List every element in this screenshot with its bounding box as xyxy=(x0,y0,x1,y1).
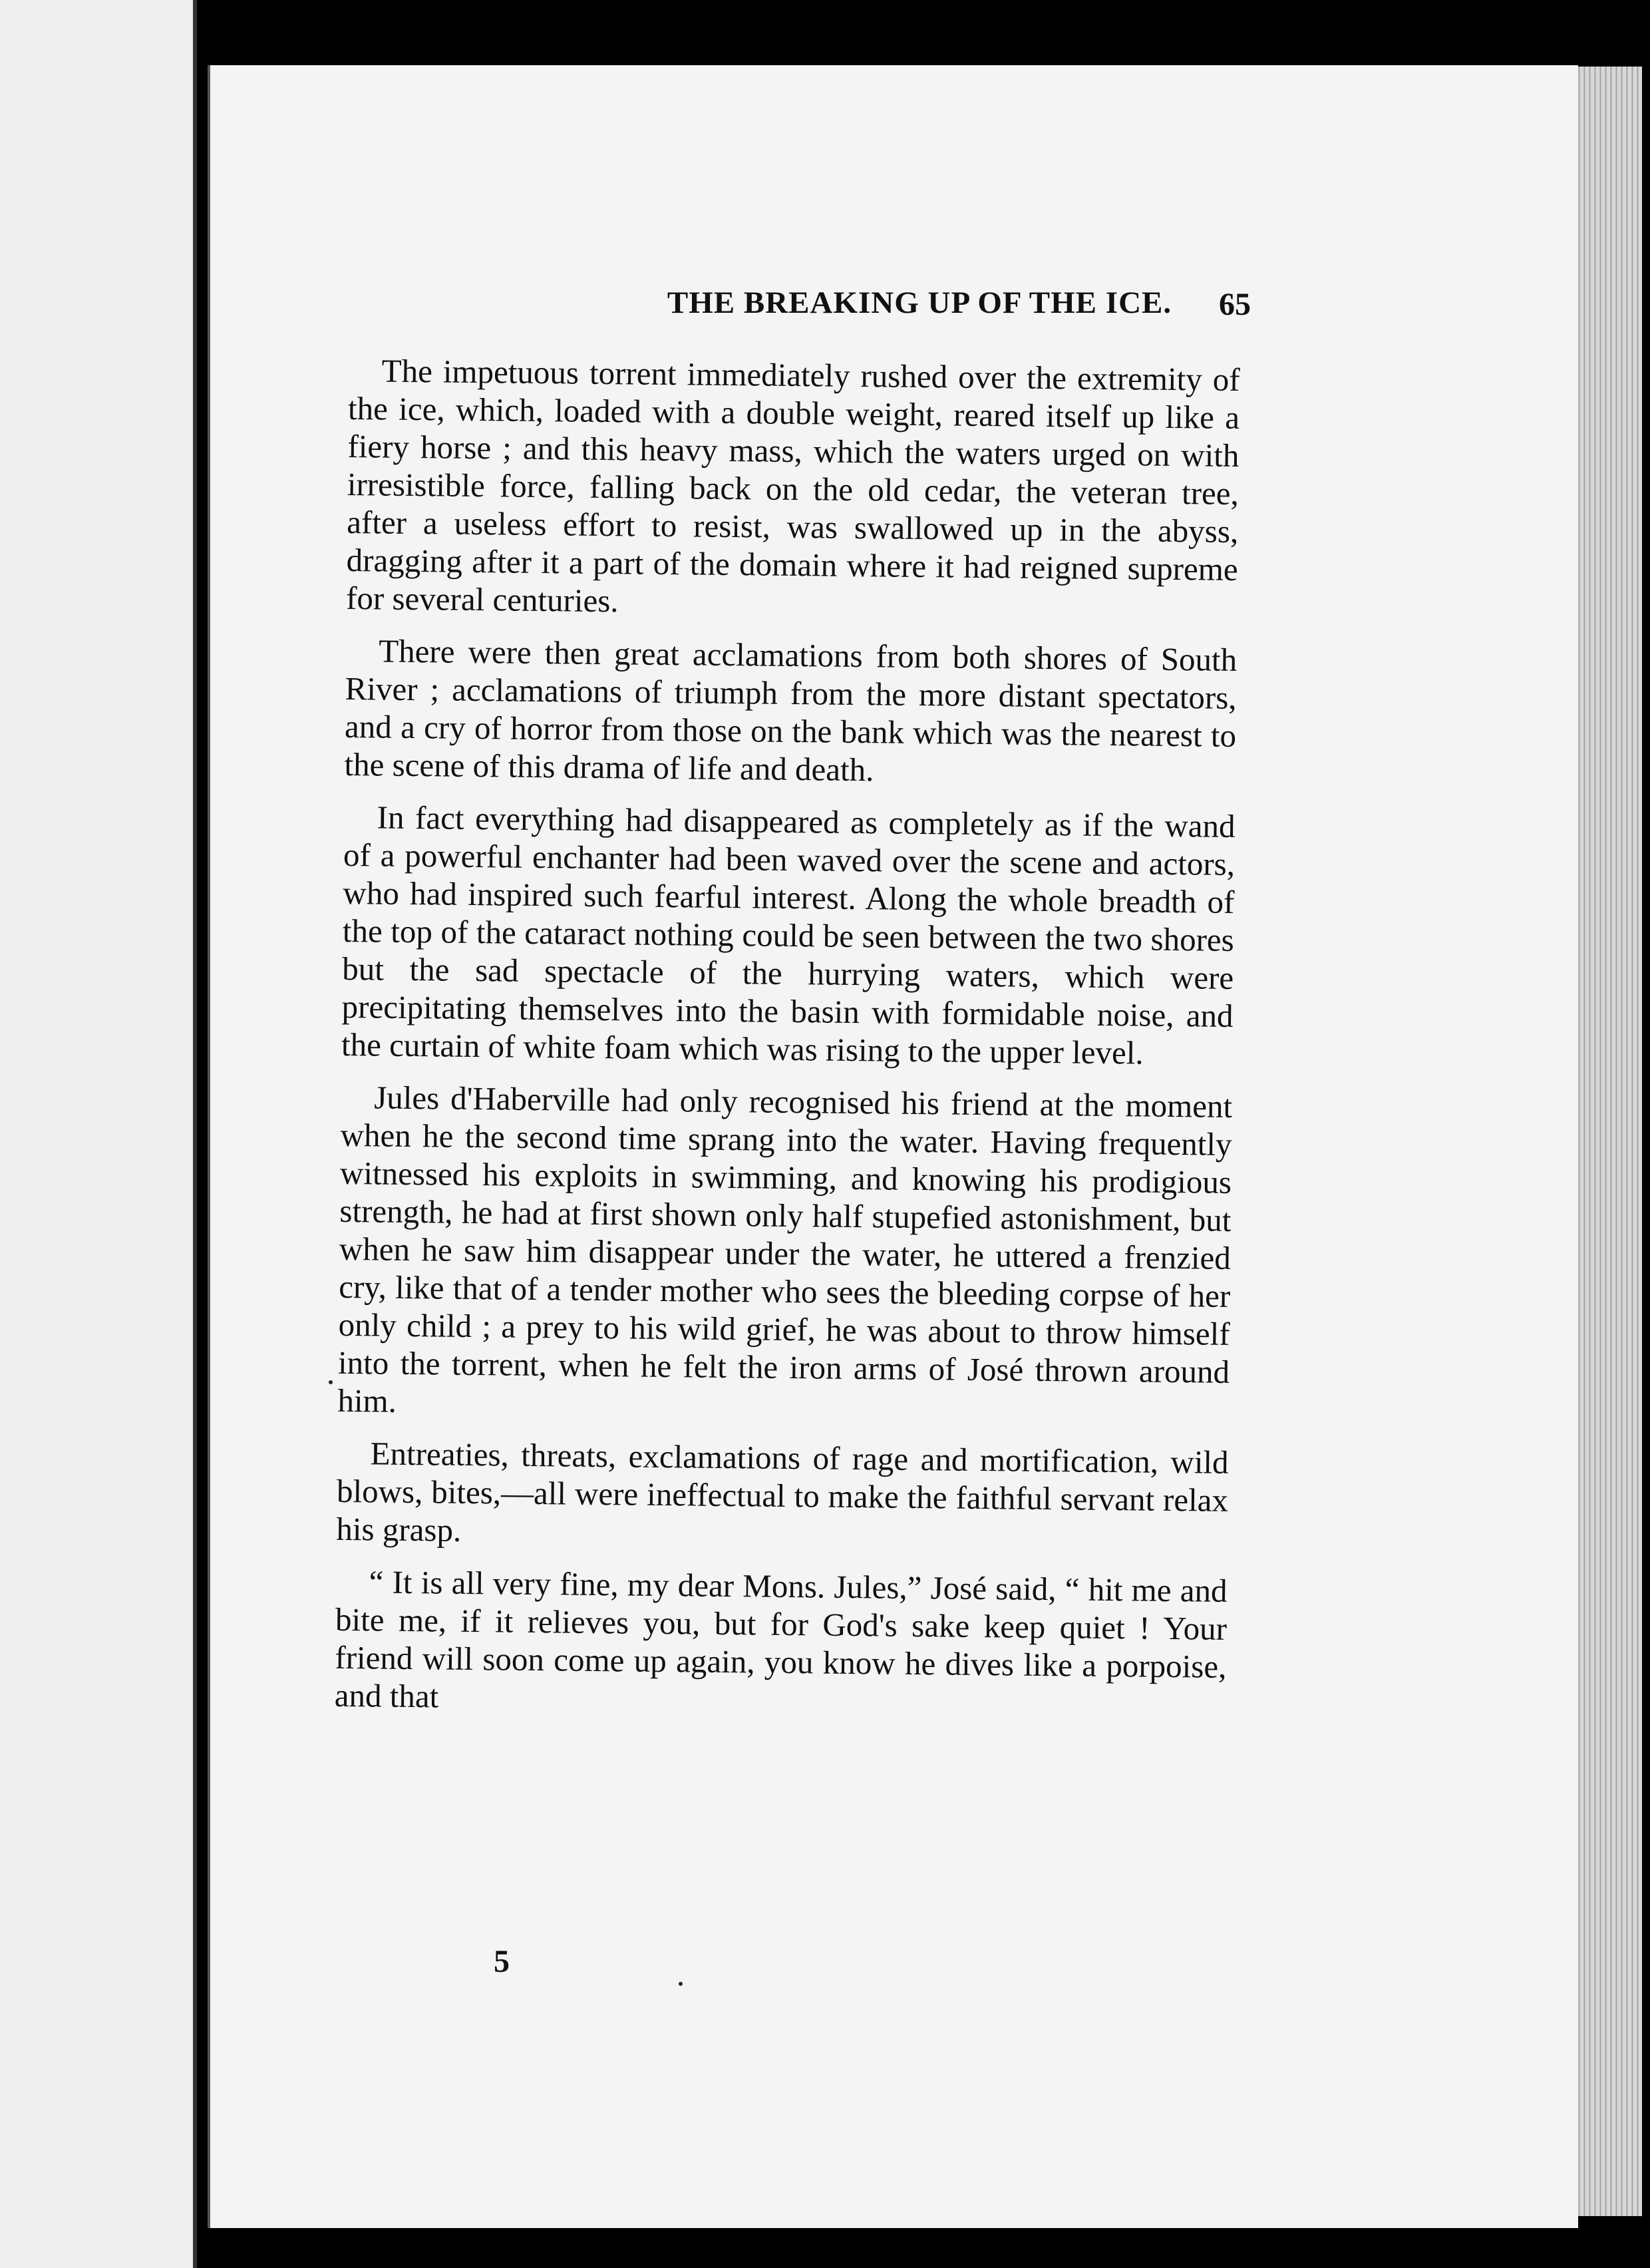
signature-mark: 5 xyxy=(494,1944,510,1979)
book-page xyxy=(208,65,1578,2228)
paragraph-4: Jules d'Haberville had only recognised his friend at the moment when he the second time sprang into the water. Having frequently witnessed his exploits in swimming, and knowing his prodigious strength, he had at first shown only half stupefied astonishment, but when he saw him disappear under the water, he uttered a frenzied cry, like that of a tender mother who sees the bleeding corpse of her only child ; a prey to his wild grief, he was about to throw himself into the torrent, when he felt the iron arms of José thrown around him. xyxy=(337,1079,1233,1419)
stray-dot xyxy=(329,1380,333,1384)
stray-dot xyxy=(679,1982,683,1986)
gutter-line xyxy=(208,65,210,2228)
running-head: THE BREAKING UP OF THE ICE. xyxy=(667,285,1172,320)
body-text xyxy=(334,351,1240,1738)
paragraph-1: The impetuous torrent immediately rushed over the extremity of the ice, which, loaded with a double weight, reared itself up like a fiery horse ; and this heavy mass, which the waters urged on with irresistible force, falling back on the old cedar, the veteran tree, after a useless effort to resist, was swallowed up in the abyss, dragging after it a part of the domain where it had reigned supreme for several centuries. xyxy=(345,352,1240,620)
paragraph-2: There were then great acclamations from both shores of South River ; acclamations of triumph from the more distant spectators, and a cry of horror from those on the bank which was the nearest to the scene of this drama of life and death. xyxy=(344,632,1238,789)
page-number: 65 xyxy=(1219,287,1251,322)
paragraph-3: In fact everything had disappeared as completely as if the wand of a powerful enchanter had been waved over the scene and actors, who had inspired such fearful interest. Along the whole breadth of the top of the cataract nothing could be seen between the two shores but the sad spectacle of the hurrying waters, which were precipitating themselves into the basin with formidable noise, and the curtain of white foam which was rising to the upper level. xyxy=(341,799,1236,1071)
paragraph-6: “ It is all very fine, my dear Mons. Jules,” José said, “ hit me and bite me, if it relieves you, but for God's sake keep quiet ! Your friend will soon come up again, you know he dives like a porpoise, and that xyxy=(334,1563,1228,1715)
scan-top-border xyxy=(200,0,1650,64)
left-page-edge xyxy=(0,0,197,2268)
paragraph-5: Entreaties, threats, exclamations of rage and mortification, wild blows, bites,—all were ineffectual to make the faithful servant relax his grasp. xyxy=(336,1435,1229,1549)
page-stack-edge xyxy=(1575,67,1642,2216)
